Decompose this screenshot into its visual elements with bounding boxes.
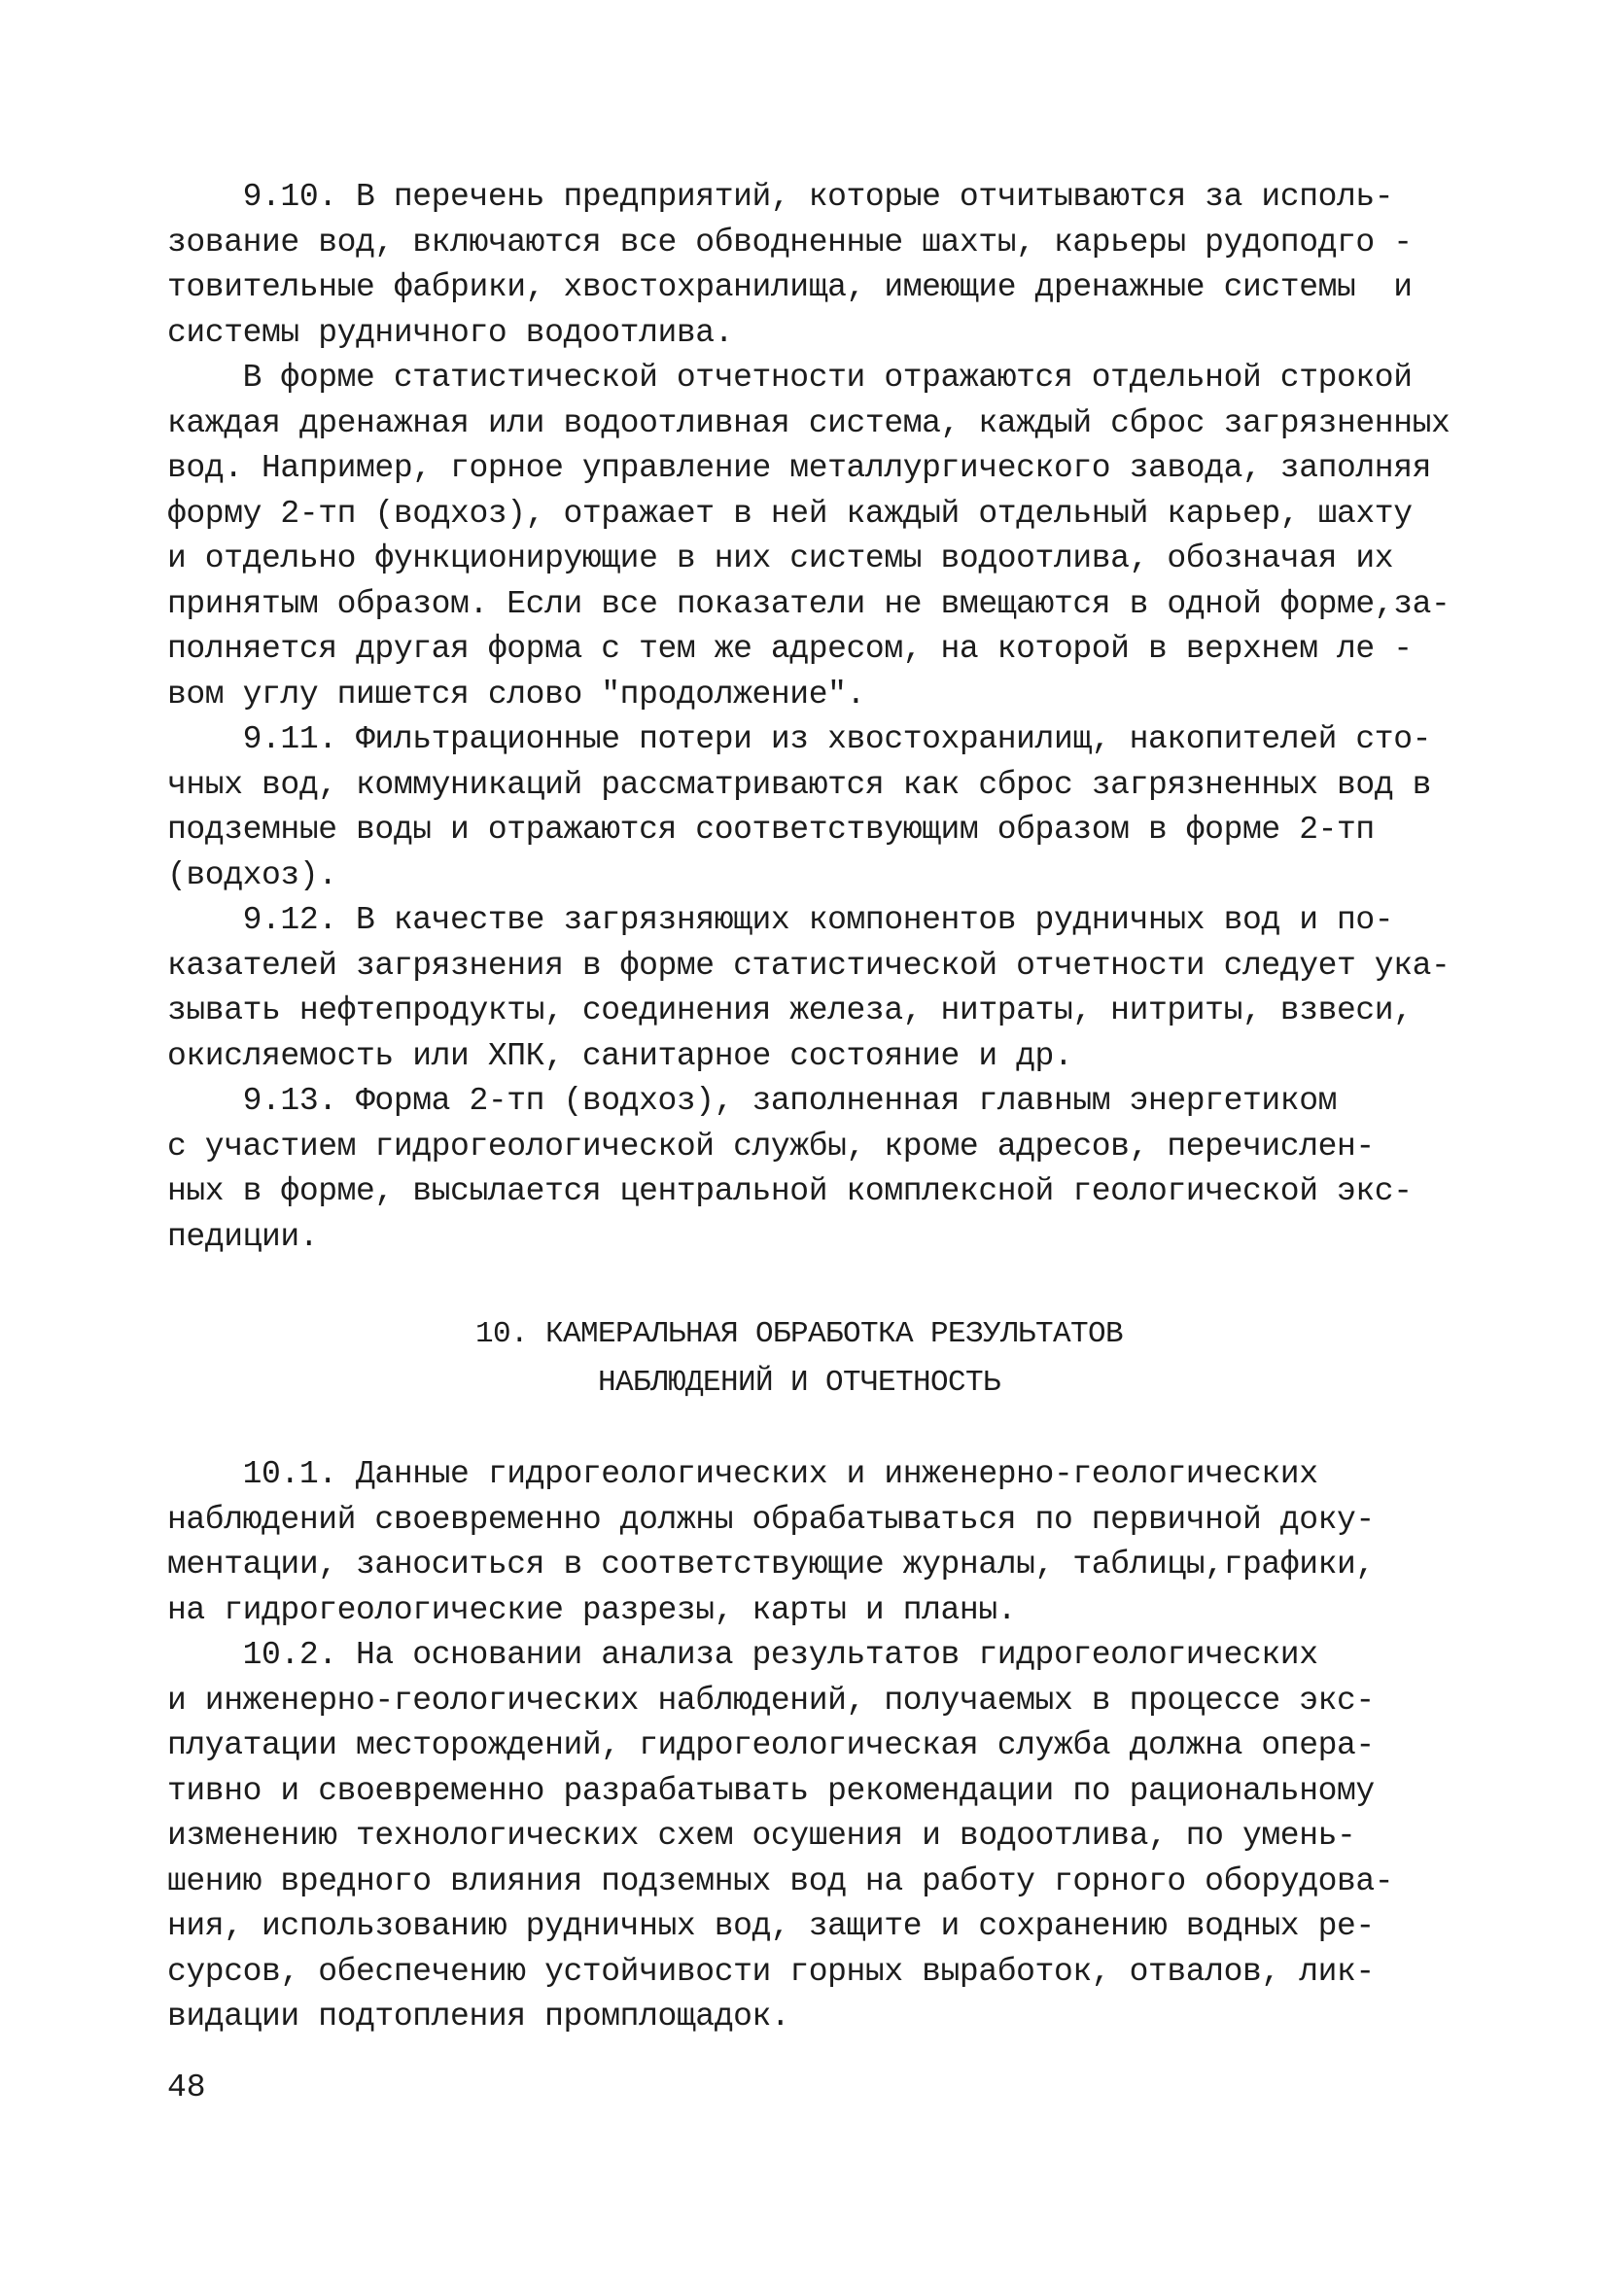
text-line: ных в форме, высылается центральной комплексной геологической экс-	[167, 1173, 1413, 1209]
section-10-heading	[167, 1310, 1431, 1408]
section-9-text	[167, 175, 1451, 1260]
text-line: (водхоз).	[167, 856, 337, 893]
page-number: 48	[167, 2070, 206, 2105]
text-line: тивно и своевременно разрабатывать рекомендации по рациональному	[167, 1772, 1375, 1809]
text-line: 9.12. В качестве загрязняющих компонентов рудничных вод и по-	[167, 902, 1394, 938]
text-line: педиции.	[167, 1218, 319, 1255]
text-line: шению вредного влияния подземных вод на работу горного оборудова-	[167, 1862, 1394, 1899]
text-line: на гидрогеологические разрезы, карты и планы.	[167, 1591, 1017, 1628]
text-line: системы рудничного водоотлива.	[167, 314, 734, 351]
text-line: 9.10. В перечень предприятий, которые отчитываются за исполь-	[167, 179, 1394, 215]
text-line: и инженерно-геологических наблюдений, получаемых в процессе экс-	[167, 1682, 1375, 1719]
text-line: зывать нефтепродукты, соединения железа, нитраты, нитриты, взвеси,	[167, 992, 1413, 1028]
text-line: товительные фабрики, хвостохранилища, имеющие дренажные системы и	[167, 269, 1413, 305]
text-line: плуатации месторождений, гидрогеологическая служба должна опера-	[167, 1727, 1375, 1763]
text-line: казателей загрязнения в форме статистической отчетности следует ука-	[167, 947, 1451, 984]
heading-line-1: 10. КАМЕРАЛЬНАЯ ОБРАБОТКА РЕЗУЛЬТАТОВ	[474, 1317, 1124, 1351]
section-10-text	[167, 1452, 1431, 2040]
text-line: с участием гидрогеологической службы, кроме адресов, перечислен-	[167, 1128, 1375, 1165]
text-line: и отдельно функционирующие в них системы водоотлива, обозначая их	[167, 540, 1394, 576]
text-line: 10.1. Данные гидрогеологических и инженерно-геологических	[167, 1456, 1318, 1492]
text-line: окисляемость или ХПК, санитарное состояние и др.	[167, 1037, 1073, 1074]
text-line: чных вод, коммуникаций рассматриваются как сброс загрязненных вод в	[167, 766, 1432, 803]
text-line: наблюдений своевременно должны обрабатываться по первичной доку-	[167, 1501, 1375, 1538]
text-line: ния, использованию рудничных вод, защите и сохранению водных ре-	[167, 1908, 1375, 1944]
text-line: ментации, заноситься в соответствующие журналы, таблицы,графики,	[167, 1547, 1375, 1583]
text-line: 9.13. Форма 2-тп (водхоз), заполненная главным энергетиком	[167, 1083, 1338, 1119]
text-line: В форме статистической отчетности отражаются отдельной строкой	[167, 360, 1413, 396]
text-line: 9.11. Фильтрационные потери из хвостохранилищ, накопителей сто-	[167, 721, 1432, 757]
text-line: вод. Например, горное управление металлургического завода, заполняя	[167, 450, 1432, 486]
text-line: каждая дренажная или водоотливная система, каждый сброс загрязненных	[167, 404, 1451, 441]
text-line: видации подтопления промплощадок.	[167, 1999, 790, 2035]
text-line: сурсов, обеспечению устойчивости горных выработок, отвалов, лик-	[167, 1953, 1375, 1990]
text-line: подземные воды и отражаются соответствующим образом в форме 2-тп	[167, 812, 1375, 848]
text-line: полняется другая форма с тем же адресом, на которой в верхнем ле -	[167, 631, 1413, 667]
text-line: вом углу пишется слово "продолжение".	[167, 676, 865, 713]
text-line: форму 2-тп (водхоз), отражает в ней каждый отдельный карьер, шахту	[167, 495, 1413, 532]
text-line: зование вод, включаются все обводненные шахты, карьеры рудоподго -	[167, 224, 1413, 261]
text-line: принятым образом. Если все показатели не вмещаются в одной форме,за-	[167, 585, 1451, 622]
text-line: изменению технологических схем осушения и водоотлива, по умень-	[167, 1818, 1356, 1854]
heading-line-2: НАБЛЮДЕНИЙ И ОТЧЕТНОСТЬ	[597, 1366, 1001, 1400]
text-line: 10.2. На основании анализа результатов гидрогеологических	[167, 1637, 1318, 1673]
